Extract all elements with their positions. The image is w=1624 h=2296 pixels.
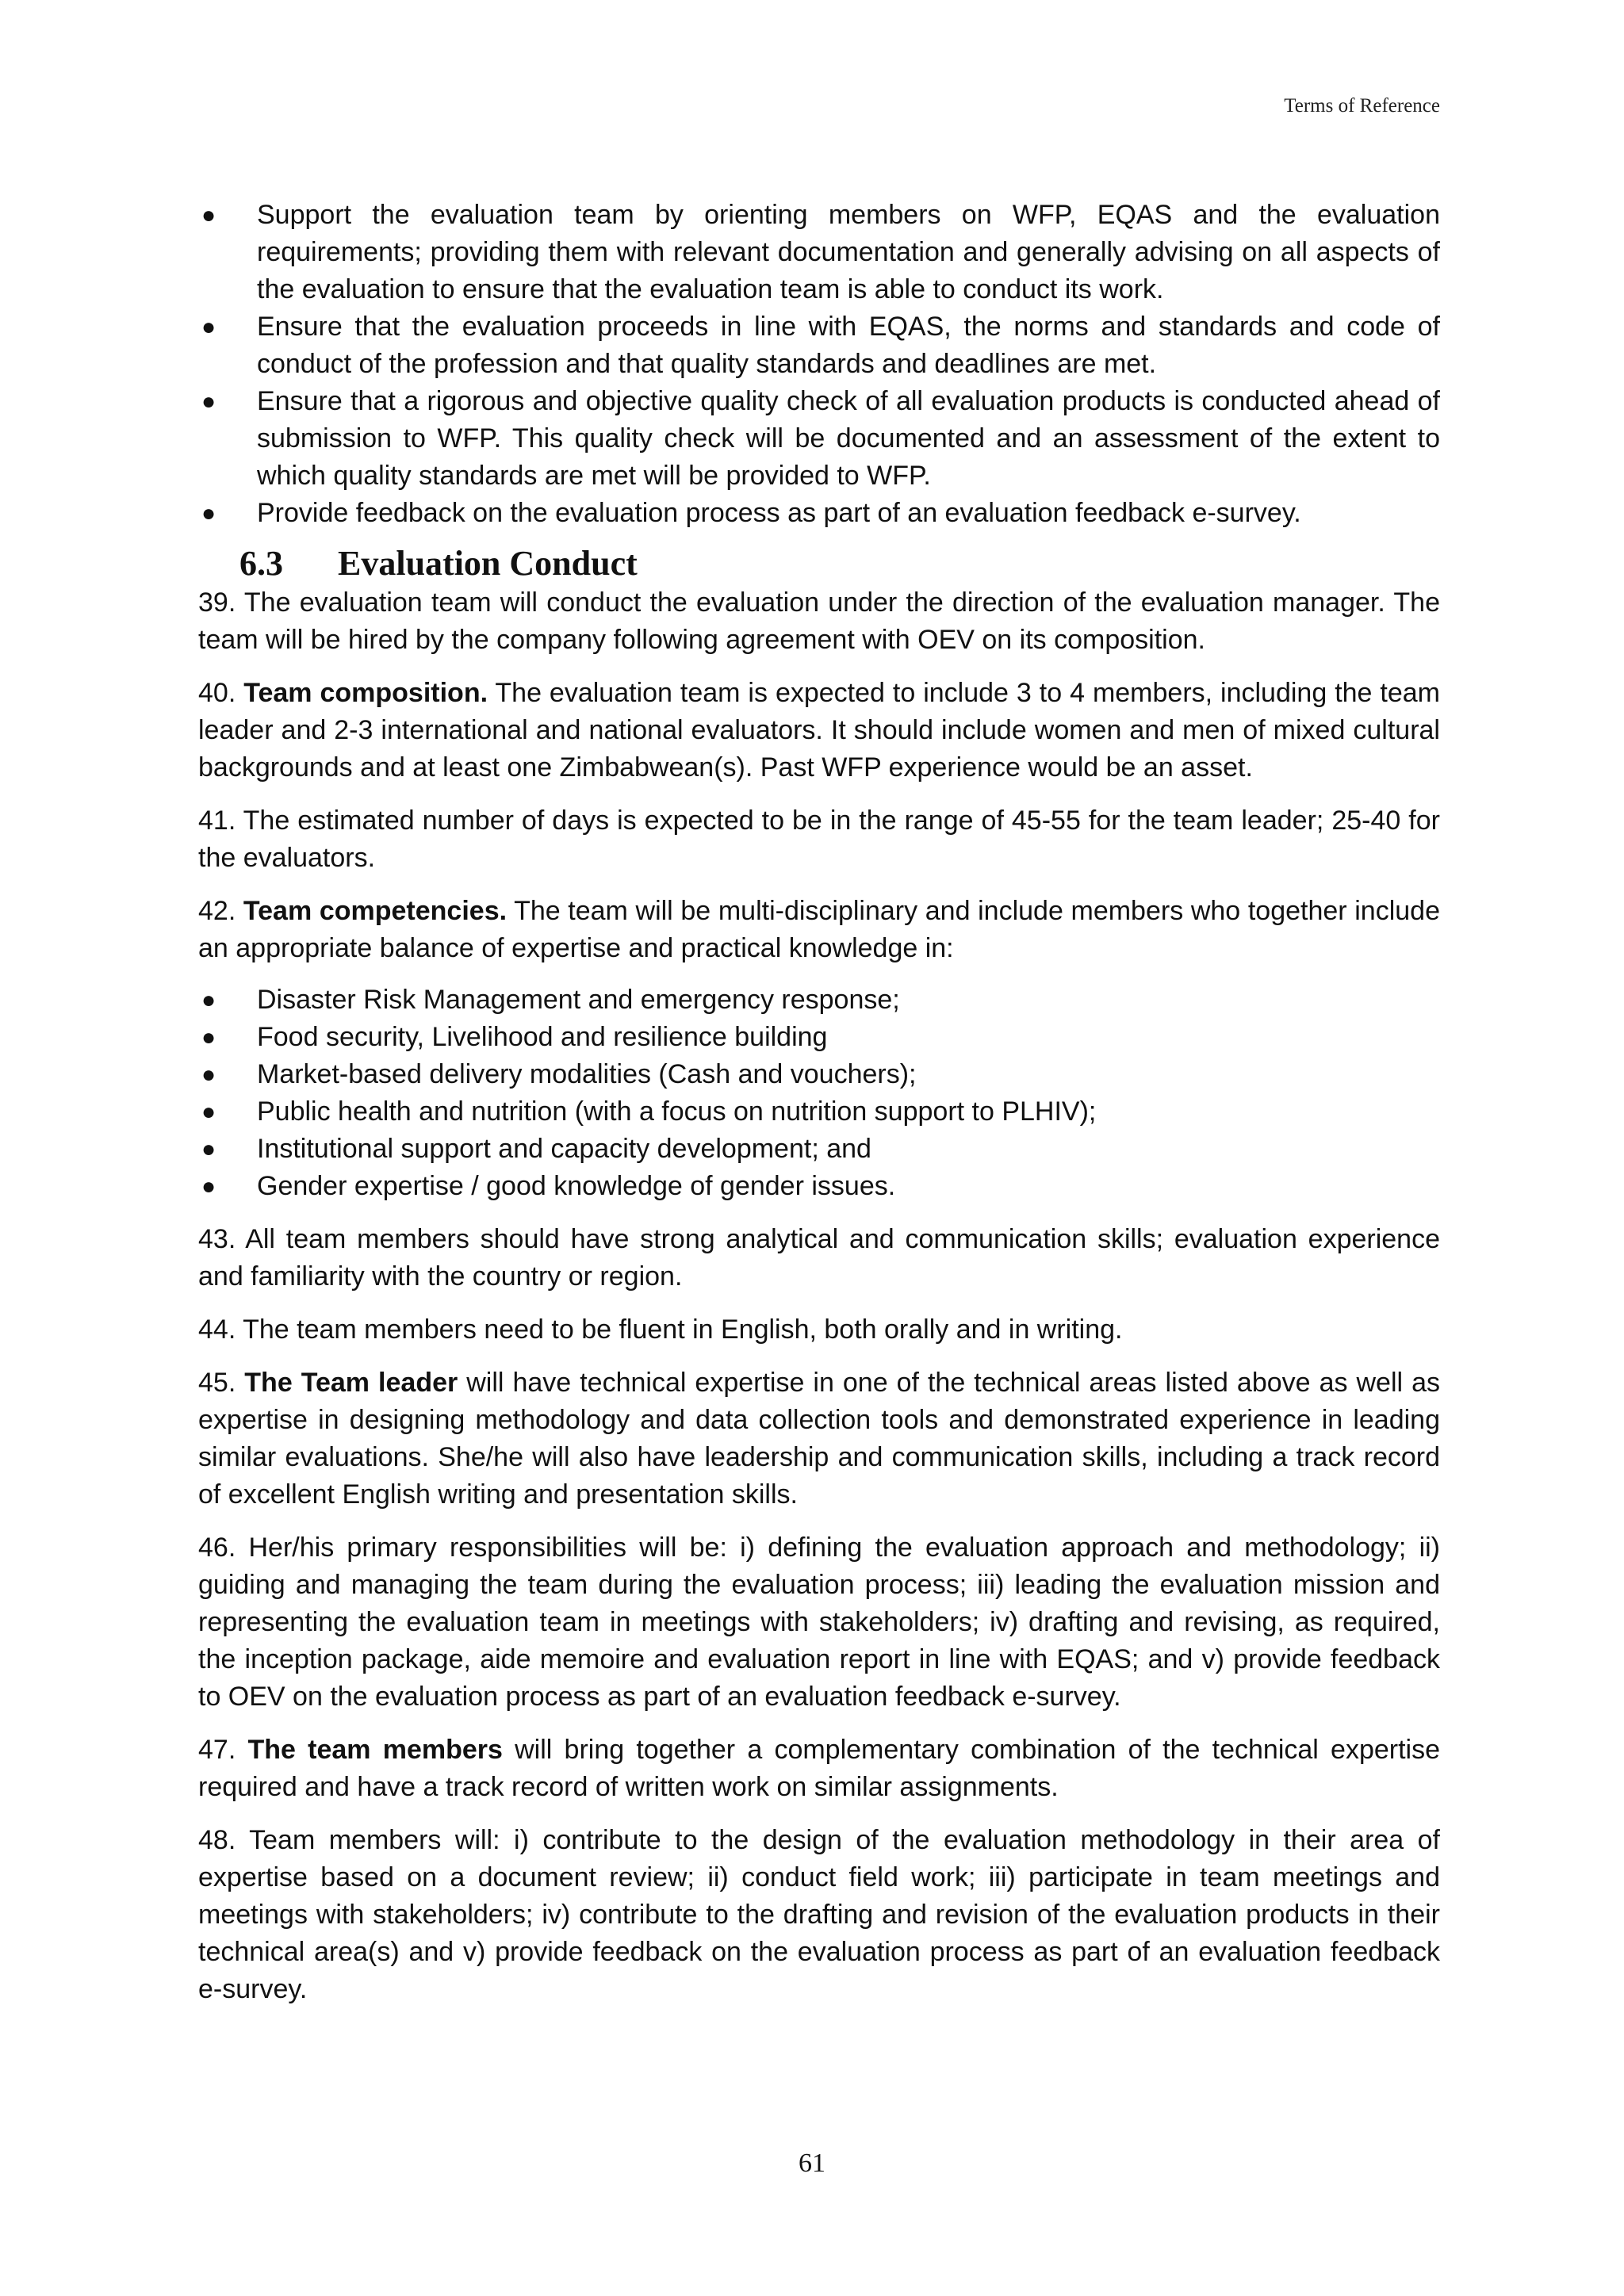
bold-lead: Team composition.	[243, 678, 488, 708]
paragraph-41: 41. The estimated number of days is expected to be in the range of 45-55 for the team leader; 25-40 for the evaluators.	[198, 806, 1440, 873]
list-item: ● Market-based delivery modalities (Cash and vouchers);	[198, 1056, 1440, 1093]
bullet-icon: ●	[201, 1062, 216, 1088]
bullet-icon: ●	[201, 500, 216, 526]
list-item: ● Gender expertise / good knowledge of gender issues.	[198, 1168, 1440, 1205]
bullet-icon: ●	[201, 1136, 216, 1162]
page-number: 61	[799, 2149, 825, 2178]
section-number: 6.3	[239, 544, 283, 583]
section-title: Evaluation Conduct	[338, 544, 638, 583]
list-item: ● Disaster Risk Management and emergency response;	[198, 982, 1440, 1019]
bullet-icon: ●	[201, 388, 216, 415]
bullet-icon: ●	[201, 314, 216, 340]
list-item: ● Institutional support and capacity development; and	[198, 1131, 1440, 1168]
paragraph-42: 42. Team competencies. The team will be multi-disciplinary and include members who together include an appropriate balance of expertise and practical knowledge in:	[198, 896, 1440, 963]
bullet-icon: ●	[201, 1173, 216, 1200]
bullet-icon: ●	[201, 987, 216, 1013]
paragraph-43: 43. All team members should have strong analytical and communication skills; evaluation experience and familiarity with the country or region.	[198, 1224, 1440, 1292]
paragraph-48: 48. Team members will: i) contribute to the design of the evaluation methodology in their area of expertise based on a document review; ii) conduct field work; iii) participate in team meetings and meetings with stakeholders; iv) contribute to the drafting and revision of the evaluation products in their technical area(s) and v) provide feedback on the evaluation process as part of an evaluation feedback e-survey.	[198, 1825, 1440, 2004]
running-header: Terms of Reference	[1284, 95, 1440, 117]
list-item: ● Support the evaluation team by orienting members on WFP, EQAS and the evaluation requirements; providing them with relevant documentation and generally advising on all aspects of the evaluation to ensure that the evaluation team is able to conduct its work.	[198, 197, 1440, 308]
bullet-icon: ●	[201, 1024, 216, 1050]
manager-duties-list	[198, 197, 1440, 532]
list-item: ● Public health and nutrition (with a focus on nutrition support to PLHIV);	[198, 1093, 1440, 1131]
paragraph-40: 40. Team composition. The evaluation team is expected to include 3 to 4 members, including the team leader and 2-3 international and national evaluators. It should include women and men of mixed cultural backgrounds and at least one Zimbabwean(s). Past WFP experience would be an asset.	[198, 678, 1441, 783]
section-heading	[239, 543, 1440, 584]
list-item: ● Provide feedback on the evaluation process as part of an evaluation feedback e-survey.	[198, 495, 1440, 532]
paragraph-44: 44. The team members need to be fluent in English, both orally and in writing.	[198, 1314, 1123, 1345]
list-item: ● Ensure that the evaluation proceeds in line with EQAS, the norms and standards and code of conduct of the profession and that quality standards and deadlines are met.	[198, 308, 1440, 383]
page-content	[198, 197, 1440, 2024]
list-item: ● Food security, Livelihood and resilience building	[198, 1019, 1440, 1056]
paragraph-47: 47. The team members will bring together a complementary combination of the technical expertise required and have a track record of written work on similar assignments.	[198, 1735, 1441, 1802]
bold-lead: The Team leader	[244, 1368, 458, 1398]
bullet-icon: ●	[201, 202, 216, 228]
bold-lead: The team members	[247, 1735, 503, 1765]
paragraph-39: 39. The evaluation team will conduct the evaluation under the direction of the evaluation manager. The team will be hired by the company following agreement with OEV on its composition.	[198, 587, 1440, 655]
competencies-list	[198, 982, 1440, 1205]
list-item: ● Ensure that a rigorous and objective quality check of all evaluation products is conducted ahead of submission to WFP. This quality check will be documented and an assessment of the extent to which quality standards are met will be provided to WFP.	[198, 383, 1440, 495]
paragraph-45: 45. The Team leader will have technical expertise in one of the technical areas listed above as well as expertise in designing methodology and data collection tools and demonstrated experience in leading similar evaluations. She/he will also have leadership and communication skills, including a track record of excellent English writing and presentation skills.	[198, 1368, 1440, 1510]
paragraph-46: 46. Her/his primary responsibilities will be: i) defining the evaluation approach and methodology; ii) guiding and managing the team during the evaluation process; iii) leading the evaluation mission and representing the evaluation team in meetings with stakeholders; iv) drafting and revising, as required, the inception package, aide memoire and evaluation report in line with EQAS; and v) provide feedback to OEV on the evaluation process as part of an evaluation feedback e-survey.	[198, 1533, 1440, 1712]
bold-lead: Team competencies.	[243, 896, 508, 926]
bullet-icon: ●	[201, 1099, 216, 1125]
